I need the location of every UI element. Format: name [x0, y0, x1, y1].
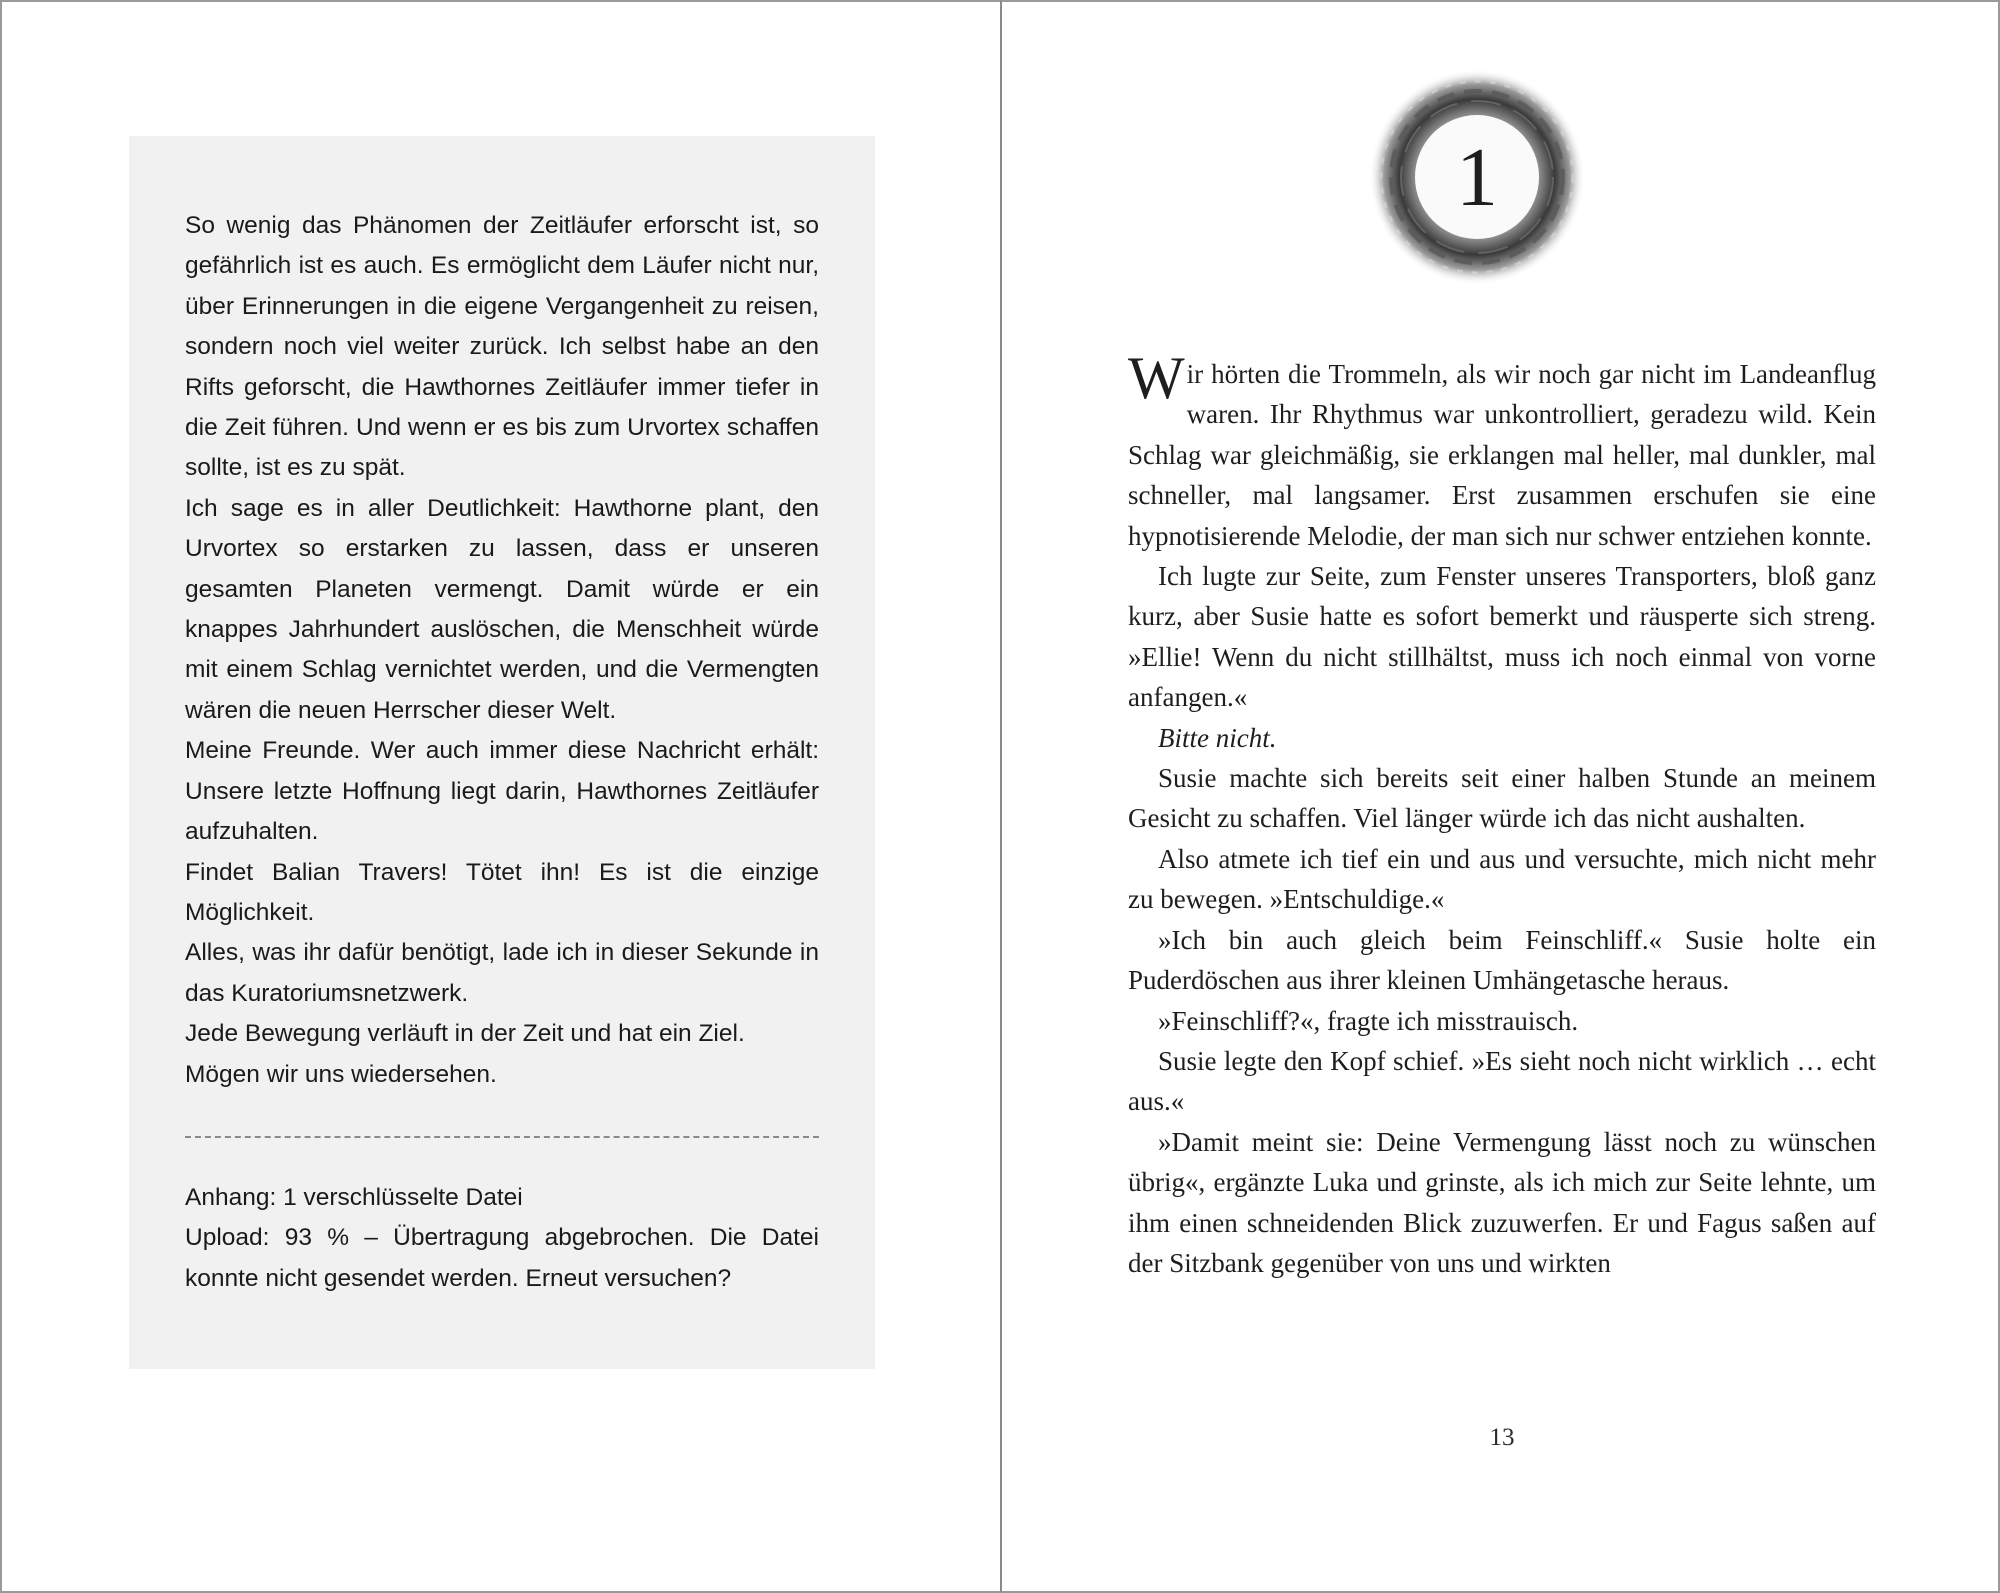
- page-number: 13: [1489, 1424, 1515, 1451]
- paragraph: Susie legte den Kopf schief. »Es sieht noch nicht wirklich … echt aus.«: [1128, 1045, 1876, 1117]
- message-paragraph: Findet Balian Travers! Tötet ihn! Es ist die einzige Möglichkeit.: [185, 858, 819, 926]
- message-paragraph: Mögen wir uns wiedersehen.: [185, 1060, 497, 1088]
- attachment-line: Anhang: 1 verschlüsselte Datei: [185, 1184, 523, 1211]
- message-paragraph: So wenig das Phänomen der Zeitläufer erforscht ist, so gefährlich ist es auch. Es ermöglicht dem Läufer nicht nur, über Erinnerungen in die eigene Vergangenheit zu reisen, sondern noch viel weiter zurück. Ich selbst habe an den Rifts geforscht, die Hawthornes Zeitläufer immer tiefer in die Zeit führen. Und wenn er es bis zum Urvortex schaffen sollte, ist es zu spät.: [185, 212, 819, 482]
- message-paragraph: Alles, was ihr dafür benötigt, lade ich in dieser Sekunde in das Kuratoriumsnetzwerk.: [185, 939, 819, 1007]
- chapter-number: 1: [1456, 130, 1498, 224]
- dashed-divider: [185, 1136, 819, 1138]
- paragraph-italic: Bitte nicht.: [1158, 722, 1277, 753]
- message-paragraph: Meine Freunde. Wer auch immer diese Nachricht erhält: Unsere letzte Hoffnung liegt darin, Hawthornes Zeitläufer aufzuhalten.: [185, 737, 819, 846]
- paragraph: Also atmete ich tief ein und aus und versuchte, mich nicht mehr zu bewegen. »Entschuldige.«: [1128, 843, 1876, 915]
- message-paragraph: Ich sage es in aller Deutlichkeit: Hawthorne plant, den Urvortex so erstarken zu lassen, dass er unseren gesamten Planeten vermengt. Damit würde er ein knappes Jahrhundert auslöschen, die Menschheit würde mit einem Schlag vernichtet werden, und die Vermengten wären die neuen Herrscher dieser Welt.: [185, 494, 819, 724]
- first-paragraph: [1128, 345, 1876, 556]
- drop-cap: W: [1128, 345, 1185, 411]
- message-text: [185, 206, 819, 1095]
- chapter-text: [1128, 345, 1876, 1283]
- first-paragraph-text: ir hörten die Trommeln, als wir noch gar nicht im Landeanflug waren. Ihr Rhythmus war unkontrolliert, geradezu wild. Kein Schlag war gleichmäßig, sie erklangen mal heller, mal dunkler, mal schneller, mal langsamer. Erst zusammen erschufen sie eine hypnotisierende Melodie, der man sich nur schwer entziehen konnte.: [1128, 359, 1876, 551]
- paragraph: »Ich bin auch gleich beim Feinschliff.« Susie holte ein Puderdöschen aus ihrer kleinen Umhängetasche heraus.: [1128, 924, 1876, 996]
- message-box: [129, 136, 875, 1369]
- paragraph: »Damit meint sie: Deine Vermengung lässt noch zu wünschen übrig«, ergänzte Luka und grinste, als ich mich zur Seite lehnte, um ihm einen schneidenden Blick zuzuwerfen. Er und Fagus saßen auf der Sitzbank gegenüber von uns und wirkten: [1128, 1126, 1876, 1278]
- paragraph: Susie machte sich bereits seit einer halben Stunde an meinem Gesicht zu schaffen. Viel länger würde ich das nicht aushalten.: [1128, 763, 1876, 834]
- attachment-info: [185, 1178, 819, 1299]
- upload-status: Upload: 93 % – Übertragung abgebrochen. Die Datei konnte nicht gesendet werden. Erneut versuchen?: [185, 1224, 819, 1292]
- message-paragraph: Jede Bewegung verläuft in der Zeit und hat ein Ziel.: [185, 1020, 745, 1048]
- right-page: [1000, 0, 2000, 1593]
- paragraph: »Feinschliff?«, fragte ich misstrauisch.: [1158, 1005, 1579, 1036]
- paragraph: Ich lugte zur Seite, zum Fenster unseres Transporters, bloß ganz kurz, aber Susie hatte es sofort bemerkt und räusperte sich streng. »Ellie! Wenn du nicht stillhältst, muss ich noch einmal von vorne anfangen.«: [1128, 561, 1876, 713]
